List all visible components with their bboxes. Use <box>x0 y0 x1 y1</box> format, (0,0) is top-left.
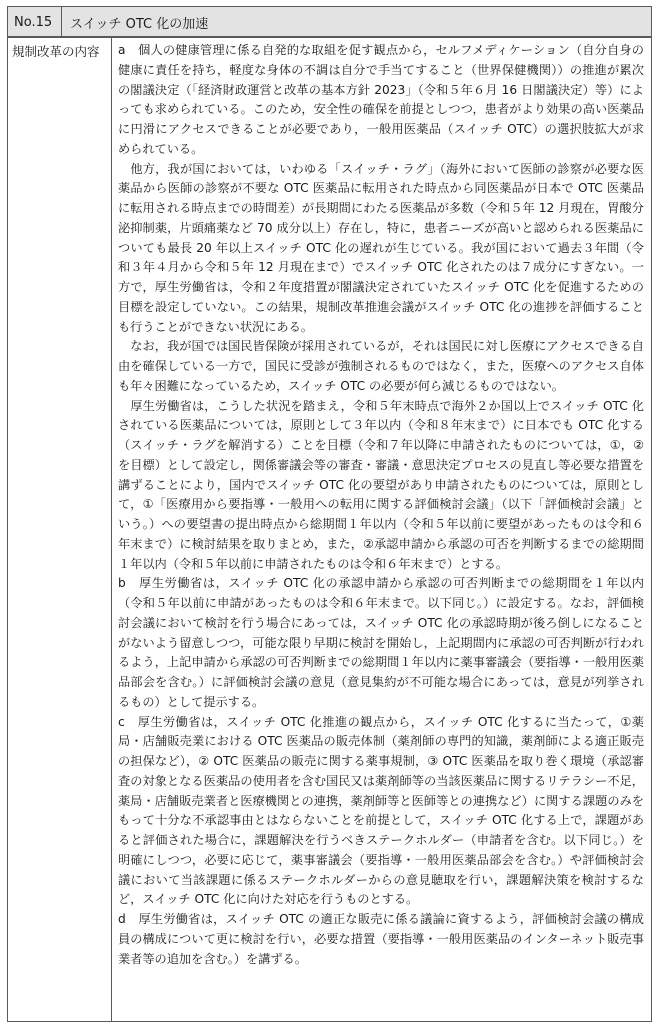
header-row <box>8 7 652 38</box>
paragraph-d: d 厚生労働省は，スイッチ OTC の適正な販売に係る議論に資するよう，評価検討会議の構成員の構成について更に検討を行い，必要な措置（要指導・一般用医薬品のインターネット販売事業者等の追加を含む。）を講ずる。 <box>118 912 644 966</box>
paragraph-c: c 厚生労働省は，スイッチ OTC 化推進の観点から，スイッチ OTC 化するに当たって，①薬局・店舗販売業における OTC 医薬品の販売体制（薬剤師の専門的知識，薬剤師による適正販売の担保など），② OTC 医薬品の販売に関する薬事規制，③ OTC 医薬品を取り巻く環境（承認審査の対象となる医薬品の使用者を含む国民又は薬剤師等の当該医薬品に関するリテラシー不足，薬局・店舗販売業者と医療機関との連携，薬剤師等と医師等との連携など）に関する課題のみをもって十分な不承認事由とはならないことを前提として，スイッチ OTC 化する上で，課題があると評価された場合に，課題解決を行うべきステークホルダー（申請者を含む。以下同じ。）を明確にしつつ，必要に応じて，薬事審議会（要指導・一般用医薬品部会を含む。）や評価検討会議において当該課題に係るステークホルダーからの意見聴取を行い，課題解決策を検討するなど，スイッチ OTC 化に向けた対応を行うものとする。 <box>118 714 644 907</box>
item-number: No.15 <box>8 7 62 38</box>
paragraph-targets: 厚生労働省は，こうした状況を踏まえ，令和５年末時点で海外２か国以上でスイッチ OTC 化されている医薬品については，原則として３年以内（令和８年末まで）に日本でも OTC 化する（スイッチ・ラグを解消する）ことを目標（令和７年以降に申請されたものについては，①，②を目標）として設定し，関係審議会等の審査・審議・意思決定プロセスの見直し等必要な措置を講ずることにより，国内でスイッチ OTC 化の要望があり申請されたものについては，原則として，①「医療用から要指導・一般用への転用に関する評価検討会議」（以下「評価検討会議」という。）への要望書の提出時点から総期間１年以内（令和５年以前に要望があったものは令和６年末まで）に検討結果を取りまとめ，また，②承認申請から承認の可否を判断するまでの総期間１年以内（令和５年以前に申請されたものは令和６年末まで）とする。 <box>118 398 644 571</box>
paragraph-b: b 厚生労働省は，スイッチ OTC 化の承認申請から承認の可否判断までの総期間を１年以内（令和５年以前に申請があったものは令和６年末まで。以下同じ。）に設定する。なお，評価検討会議において検討を行う場合にあっては，スイッチ OTC 化の承認時期が後ろ倒しになることがないよう留意しつつ，可能な限り早期に検討を開始し，上記期間内に承認の可否判断が行われるよう，上記申請から承認の可否判断までの総期間１年以内に薬事審議会（要指導・一般用医薬品部会を含む。）に評価検討会議の意見（意見集約が不可能な場合にあっては，意見が列挙されるもの）として提示する。 <box>118 576 644 709</box>
item-title: スイッチ OTC 化の加速 <box>62 7 652 38</box>
content-row <box>8 37 652 1022</box>
content-table <box>7 36 652 1022</box>
row-label: 規制改革の内容 <box>8 37 112 1022</box>
content-body <box>112 37 652 1022</box>
paragraph-insurance: なお，我が国では国民皆保険が採用されているが，それは国民に対し医療にアクセスできる自由を確保している一方で，国民に受診が強制されるものではなく，また，医療へのアクセス自体も年々困難になっているため，スイッチ OTC の必要が何ら減じるものではない。 <box>118 339 644 393</box>
paragraph-switch-lag: 他方，我が国においては，いわゆる「スイッチ・ラグ」（海外において医師の診察が必要な医薬品から医師の診察が不要な OTC 医薬品に転用された時点から同医薬品が日本で OTC 医薬品に転用される時点までの時間差）が長期間にわたる医薬品が多数（令和５年 12 月現在，胃酸分泌抑制薬，片頭痛薬など 70 成分以上）存在し，特に，患者ニーズが高いと認められる医薬品についても最長 20 年以上スイッチ OTC 化の遅れが生じている。我が国において過去３年間（令和３年４月から令和５年 12 月現在まで）でスイッチ OTC 化されたのは７成分にすぎない。一方で，厚生労働省は，令和２年度措置が閣議決定されていたスイッチ OTC 化を促進するための目標を設定していない。この結果，規制改革推進会議がスイッチ OTC 化の進捗を評価することも行うことができない状況にある。 <box>118 161 644 334</box>
reform-table <box>7 6 652 38</box>
paragraph-a: a 個人の健康管理に係る自発的な取組を促す観点から，セルフメディケーション（自分自身の健康に責任を持ち，軽度な身体の不調は自分で手当てすること（世界保健機関））の推進が累次の閣議決定（「経済財政運営と改革の基本方針 2023」（令和５年６月 16 日閣議決定）等）によっても求められている。このため，安全性の確保を前提としつつ，患者がより効果の高い医薬品に円滑にアクセスできることが必要であり，一般用医薬品（スイッチ OTC）の選択肢拡大が求められている。 <box>118 43 644 156</box>
